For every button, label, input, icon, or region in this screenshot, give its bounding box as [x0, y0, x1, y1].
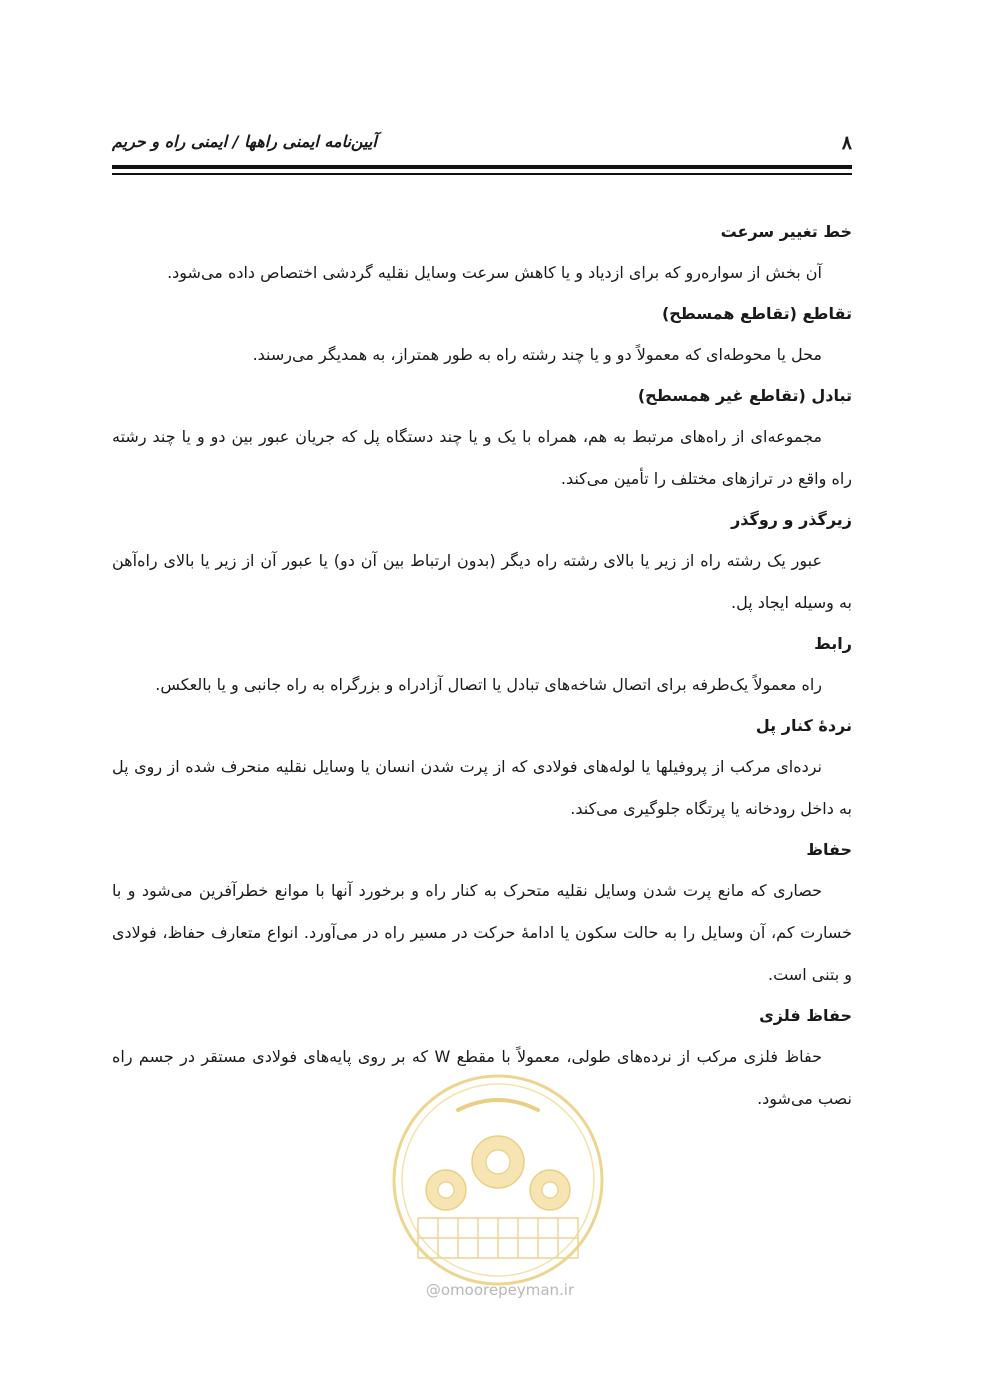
document-body: [112, 212, 852, 1120]
header-rule-thick: [112, 165, 852, 169]
term-heading: زیرگذر و روگذر: [731, 510, 852, 529]
header-rule-thin: [112, 173, 852, 175]
term-heading: تبادل (تقاطع غیر همسطح): [637, 386, 852, 405]
page-header: [112, 128, 852, 162]
term-heading: نردهٔ کنار پل: [755, 716, 852, 735]
term-heading: حفاظ فلزی: [759, 1006, 852, 1025]
running-title: آیین‌نامه ایمنی راهها / ایمنی راه و حریم: [112, 132, 377, 151]
term-definition: مجموعه‌ای از راه‌های مرتبط به هم، همراه با یک و یا چند دستگاه پل که جریان عبور بین دو و یا چند رشته راه واقع در ترازهای مختلف را تأمین می‌کند.: [112, 427, 852, 488]
term-heading: حفاظ: [806, 840, 852, 859]
page-number: ۸: [841, 132, 852, 154]
watermark-domain: @omoorepeyman.ir: [425, 1281, 575, 1299]
term-definition: راه معمولاً یک‌طرفه برای اتصال شاخه‌های تبادل یا اتصال آزادراه و بزرگراه به راه جانبی و یا بالعکس.: [155, 675, 822, 694]
term-heading: خط تغییر سرعت: [720, 222, 852, 241]
term-heading: تقاطع (تقاطع همسطح): [661, 304, 852, 323]
term-definition: حفاظ فلزی مرکب از نرده‌های طولی، معمولاً با مقطع W که بر روی پایه‌های فولادی مستقر در جسم راه نصب می‌شود.: [112, 1047, 852, 1108]
term-definition: محل یا محوطه‌ای که معمولاً دو و یا چند رشته راه به طور همتراز، به همدیگر می‌رسند.: [252, 345, 822, 364]
term-definition: عبور یک رشته راه از زیر یا بالای رشته راه دیگر (بدون ارتباط بین آن دو) یا عبور آن از زیر یا بالای راه‌آهن به وسیله ایجاد پل.: [112, 551, 852, 612]
term-definition: آن بخش از سواره‌رو که برای ازدیاد و یا کاهش سرعت وسایل نقلیه گردشی اختصاص داده می‌شود.: [167, 263, 822, 282]
term-definition: حصاری که مانع پرت شدن وسایل نقلیه متحرک به کنار راه و برخورد آنها با موانع خطرآفرین می‌شود و با خسارت کم، آن وسایل را به حالت سکون یا ادامهٔ حرکت در مسیر راه در می‌آورد. انواع متعارف حفاظ، فولادی و بتنی است.: [112, 881, 852, 984]
term-definition: نرده‌ای مرکب از پروفیلها یا لوله‌های فولادی که از پرت شدن انسان یا وسایل نقلیه منحرف شده از روی پل به داخل رودخانه یا پرتگاه جلوگیری می‌کند.: [112, 757, 852, 818]
term-heading: رابط: [814, 634, 852, 653]
